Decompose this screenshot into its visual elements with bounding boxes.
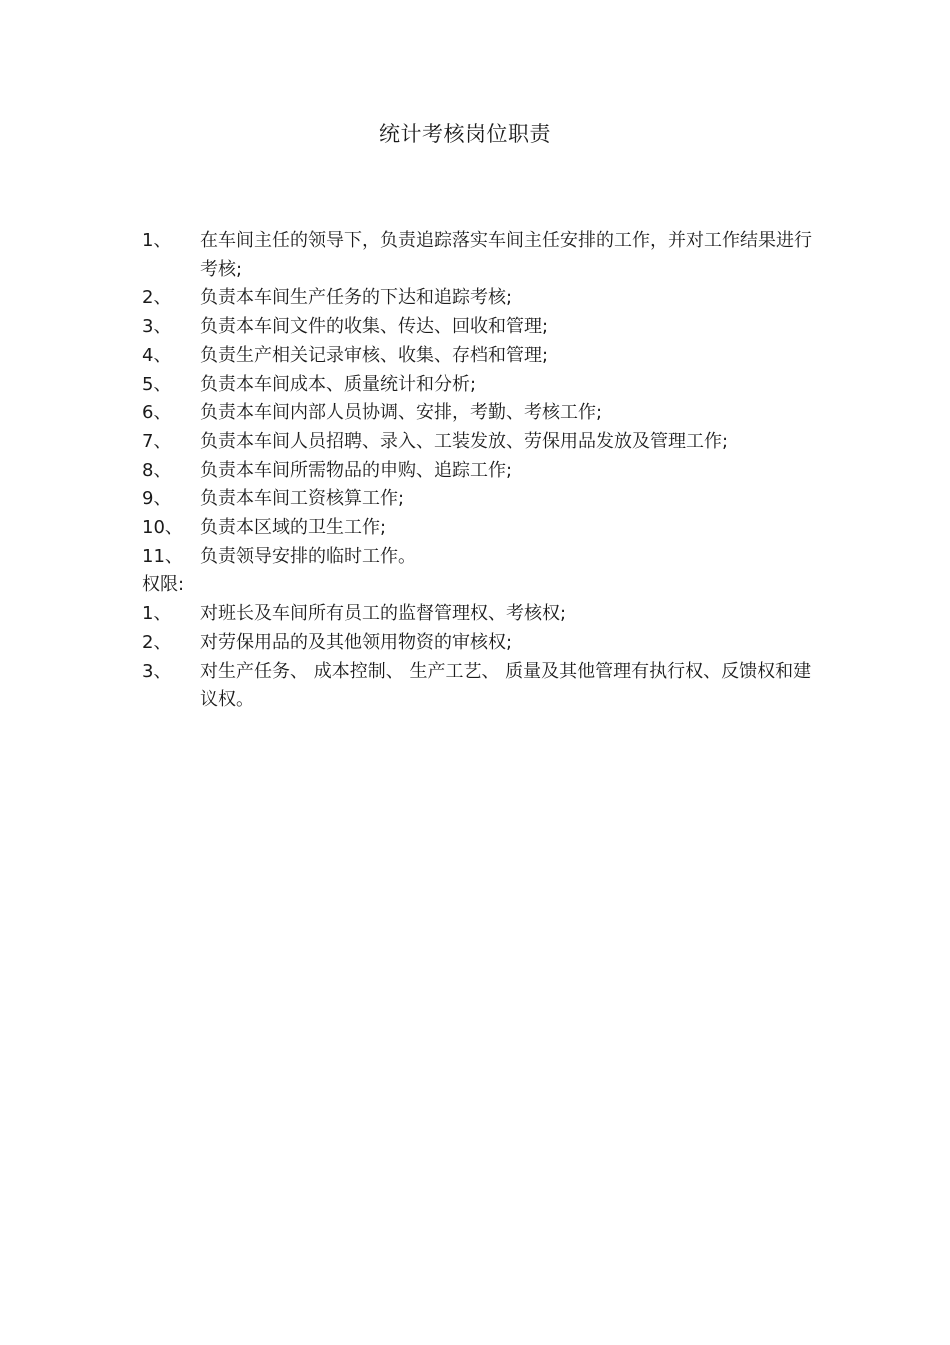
duty-text: 负责本区域的卫生工作; [200, 517, 387, 539]
authority-item-3 [142, 658, 822, 715]
duty-text: 负责生产相关记录审核、收集、存档和管理; [200, 344, 549, 366]
duty-item-3 [142, 313, 822, 342]
duty-item-4 [142, 342, 822, 371]
duty-item-10 [142, 514, 822, 543]
duty-text: 负责本车间内部人员协调、安排，考勤、考核工作; [200, 402, 603, 424]
authority-number: 2、 [142, 631, 172, 653]
duty-item-9 [142, 485, 822, 514]
duty-number: 3、 [142, 316, 172, 338]
authority-number: 3、 [142, 660, 172, 682]
duty-text: 负责本车间文件的收集、传达、回收和管理; [200, 316, 549, 338]
duty-text: 在车间主任的领导下，负责追踪落实车间主任安排的工作，并对工作结果进行考核; [200, 230, 812, 280]
duty-number: 2、 [142, 287, 172, 309]
duty-number: 1、 [142, 230, 172, 251]
duty-item-2 [142, 284, 822, 313]
duty-number: 11、 [142, 545, 183, 567]
content-list [142, 227, 822, 715]
duty-number: 5、 [142, 373, 172, 395]
duty-number: 10、 [142, 517, 183, 539]
page-title: 统计考核岗位职责 [379, 122, 551, 146]
duty-item-11 [142, 543, 822, 572]
duty-text: 负责本车间生产任务的下达和追踪考核; [200, 287, 513, 309]
authority-item-2 [142, 629, 822, 658]
duty-number: 8、 [142, 459, 172, 481]
authority-text: 对班长及车间所有员工的监督管理权、考核权; [200, 603, 567, 625]
duty-text: 负责本车间人员招聘、录入、工装发放、劳保用品发放及管理工作; [200, 430, 729, 452]
duty-item-7 [142, 428, 822, 457]
authority-heading: 权限: [142, 574, 185, 596]
duty-item-1 [142, 227, 822, 284]
duty-number: 7、 [142, 430, 172, 452]
duty-text: 负责领导安排的临时工作。 [200, 545, 416, 567]
duty-text: 负责本车间工资核算工作; [200, 488, 405, 510]
duty-number: 6、 [142, 402, 172, 424]
duty-text: 负责本车间成本、质量统计和分析; [200, 373, 477, 395]
duty-item-5 [142, 371, 822, 400]
duty-number: 9、 [142, 488, 172, 510]
duty-text: 负责本车间所需物品的申购、追踪工作; [200, 459, 513, 481]
duty-number: 4、 [142, 344, 172, 366]
authority-text: 对生产任务、 成本控制、 生产工艺、 质量及其他管理有执行权、反馈权和建议权。 [200, 660, 812, 711]
authority-number: 1、 [142, 603, 172, 625]
duty-item-6 [142, 399, 822, 428]
duty-item-8 [142, 457, 822, 486]
authority-text: 对劳保用品的及其他领用物资的审核权; [200, 631, 513, 653]
authority-item-1 [142, 600, 822, 629]
